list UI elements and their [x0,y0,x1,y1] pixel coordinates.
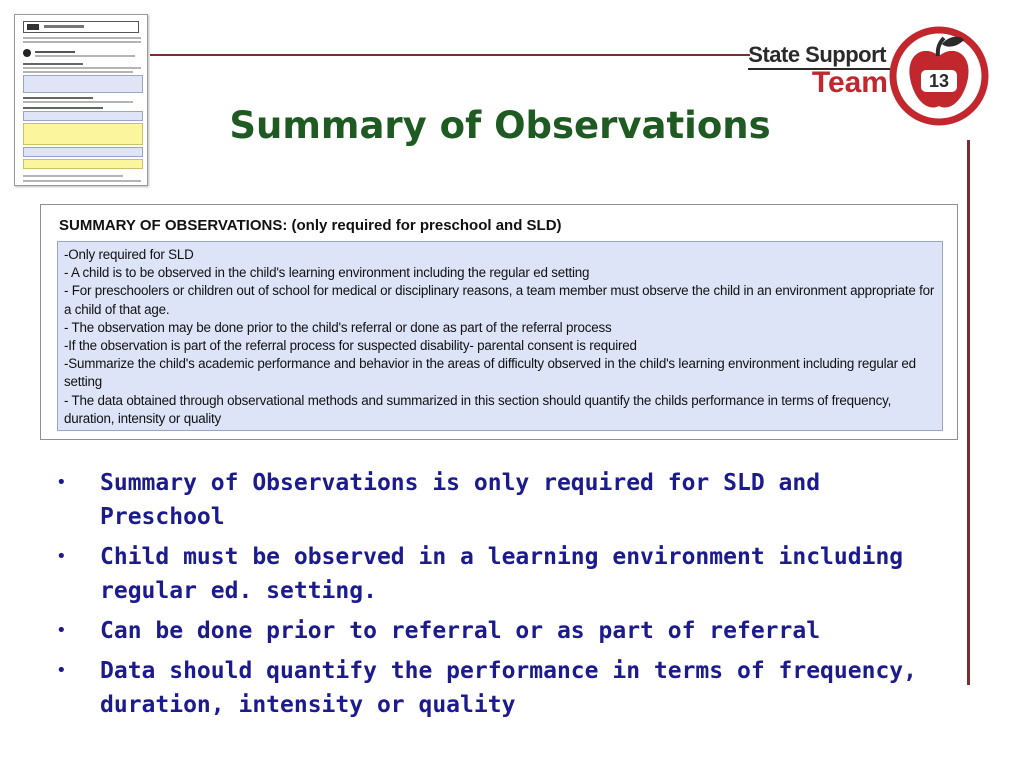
form-line: - A child is to be observed in the child's learning environment including the regular ed setting [64,265,590,281]
logo-text-state-support: State Support [748,42,886,67]
form-line: -If the observation is part of the referral process for suspected disability- parental consent is required [64,338,637,354]
form-thumbnail [14,14,148,186]
thumbnail-section-icon [23,49,31,57]
top-rule [150,54,750,56]
bullet-text: Can be done prior to referral or as part of referral [100,618,821,644]
form-section-heading: SUMMARY OF OBSERVATIONS: (only required for preschool and SLD) [59,217,562,234]
thumbnail-header [23,21,139,33]
bullet-item [56,614,936,648]
bullet-item [56,654,936,722]
bullet-list [56,466,936,728]
form-line: -Summarize the child's academic performance and behavior in the areas of difficulty observed in the child's learning environment including regular ed setting [64,356,916,390]
side-rule [967,140,970,685]
slide-title: Summary of Observations [229,104,771,147]
form-line: - The data obtained through observational methods and summarized in this section should quantify the childs performance in terms of frequency, duration, intensity or quality [64,392,892,426]
bullet-text: Child must be observed in a learning environment including regular ed. setting. [100,544,904,604]
bullet-icon: • [56,660,67,681]
apple-logo-icon [884,18,994,128]
bullet-icon: • [56,620,67,641]
form-instructions-box [57,241,943,431]
form-excerpt [40,204,958,440]
bullet-icon: • [56,546,67,567]
bullet-item [56,466,936,534]
form-line: - The observation may be done prior to the child's referral or done as part of the referral process [64,319,612,335]
logo-text-team: Team [811,66,888,99]
bullet-text: Data should quantify the performance in terms of frequency, duration, intensity or quality [100,658,917,718]
logo-number: 13 [928,71,950,91]
form-line: - For preschoolers or children out of school for medical or disciplinary reasons, a team member must observe the child in an environment appropriate for a child of that age. [64,283,935,317]
form-line: -Only required for SLD [64,247,194,262]
bullet-item [56,540,936,608]
bullet-text: Summary of Observations is only required for SLD and Preschool [100,470,821,530]
bullet-icon: • [56,472,67,493]
